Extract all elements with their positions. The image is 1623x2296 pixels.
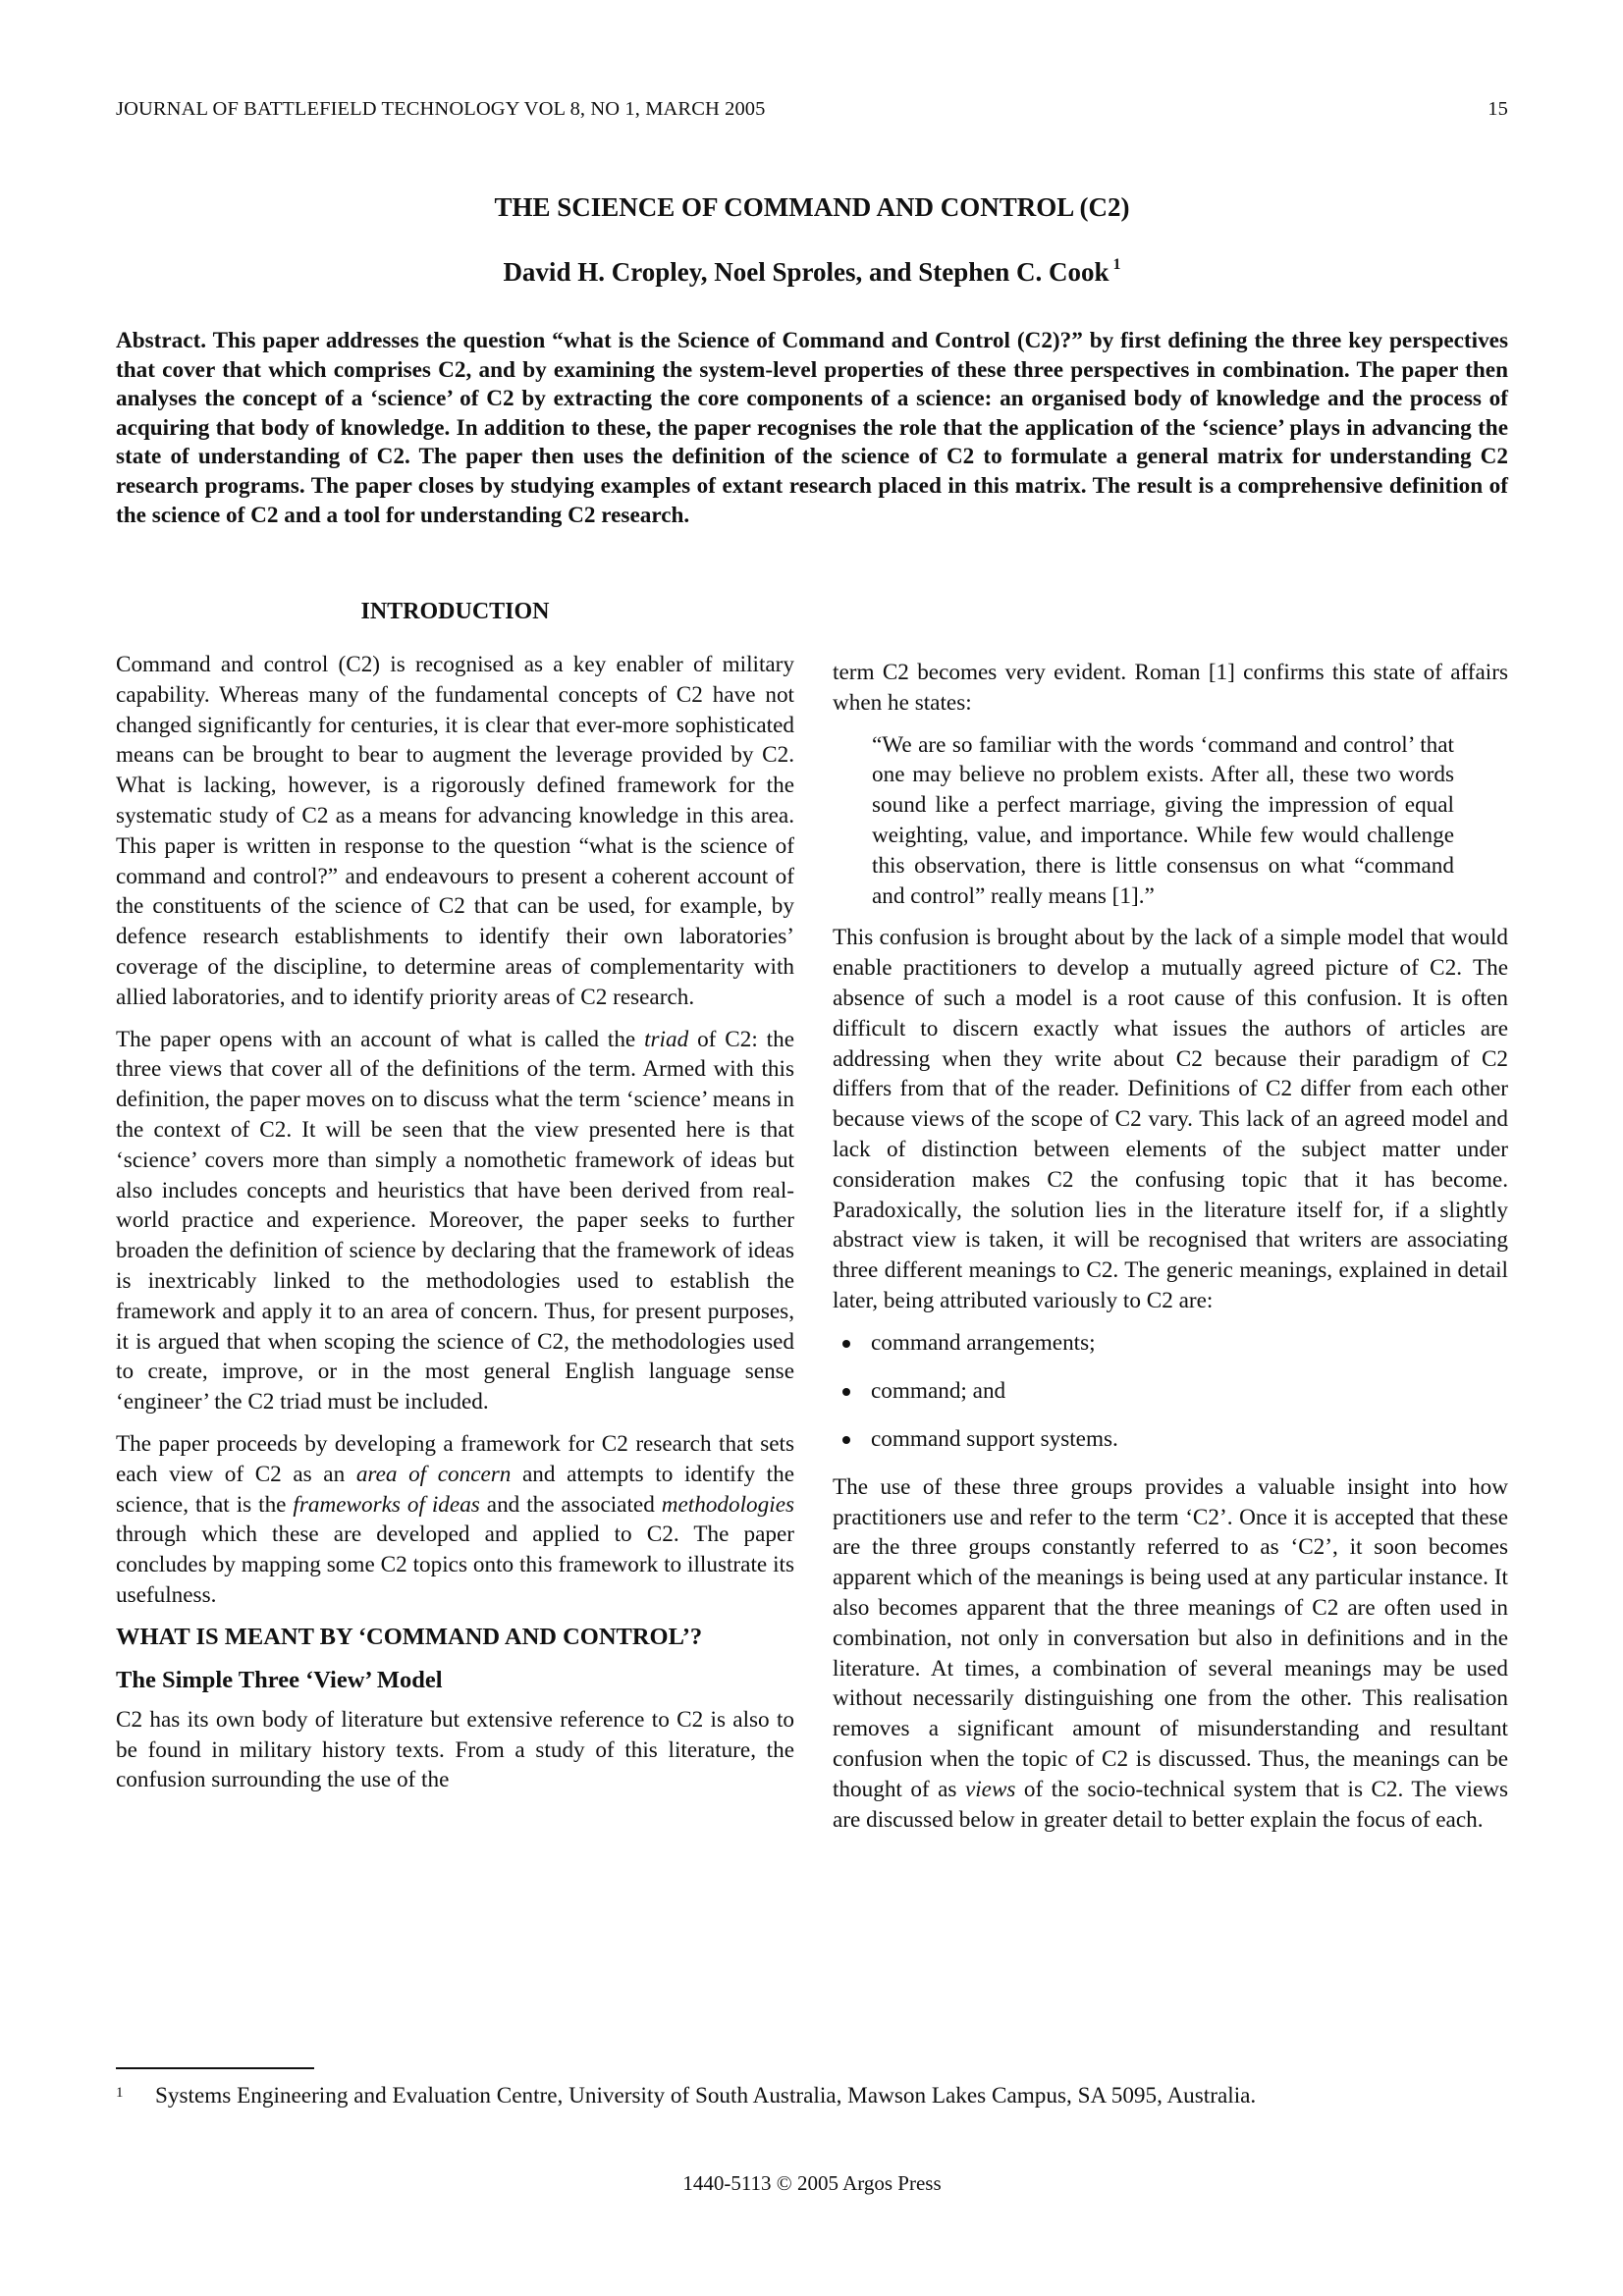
emphasis-area-of-concern: area of concern — [355, 1461, 512, 1487]
right-paragraph-3 — [833, 1472, 1508, 1836]
journal-name: JOURNAL OF BATTLEFIELD TECHNOLOGY VOL 8, NO 1, MARCH 2005 — [116, 98, 766, 120]
section-heading-c2-meaning: WHAT IS MEANT BY ‘COMMAND AND CONTROL’? — [116, 1623, 703, 1650]
block-quote: “We are so familiar with the words ‘command and control’ that one may believe no problem exists. After all, these two words sound like a perfect marriage, giving the impression of equal weighting, value, and importance. While few would challenge this observation, there is little consensus on what “command and control” really means [1].” — [872, 731, 1454, 909]
footnote-divider — [116, 2067, 314, 2069]
footnote-text: Systems Engineering and Evaluation Centre, University of South Australia, Mawson Lakes Campus, SA 5095, Australia. — [155, 2083, 1257, 2109]
emphasis-views: views — [964, 1776, 1016, 1802]
right-paragraph-1: term C2 becomes very evident. Roman [1] confirms this state of affairs when he states: — [833, 660, 1508, 716]
text-run: of C2: the three views that cover all of the definitions of the term. Armed with this definition, the paper moves on to discuss what the term ‘science’ means in the context of C2. It will be seen that the view presented here is that ‘science’ covers more than simply a nomothetic framework of ideas but also includes concepts and heuristics that have been derived from real-world practice and experience. Moreover, the paper seeks to further broaden the definition of science by declaring that the framework of ideas is inextricably linked to the methodologies used to establish the framework and apply it to an area of concern. Thus, for present purposes, it is argued that when scoping the science of C2, the methodologies used to create, improve, or in the most general English language sense ‘engineer’ the C2 triad must be included. — [116, 1026, 794, 1415]
right-paragraph-2: This confusion is brought about by the lack of a simple model that would enable practitioners to develop a mutually agreed picture of C2. The absence of such a model is a root cause of this confusion. It is often difficult to discern exactly what issues the authors of articles are addressing when they write about C2 because their paradigm of C2 differs from that of the reader. Definitions of C2 differ from each other because views of the scope of C2 vary. This lack of an agreed model and lack of distinction between elements of the subject matter under consideration makes C2 the confusing topic that it has become. Paradoxically, the solution lies in the literature itself for, if a slightly abstract view is taken, it will be recognised that writers are associating three different meanings to C2. The generic meanings, explained in detail later, being attributed variously to C2 are: — [833, 925, 1508, 1313]
intro-paragraph-1: Command and control (C2) is recognised as a key enabler of military capability. Whereas many of the fundamental concepts of C2 have not changed significantly for centuries, it is clear that ever-more sophisticated means can be brought to bear to augment the leverage provided by C2. What is lacking, however, is a rigorously defined framework for the systematic study of C2 as a means for advancing knowledge in this area. This paper is written in response to the question “what is the science of command and control?” and endeavours to present a coherent account of the constituents of the science of C2 that can be used, for example, by defence research establishments to identify their own laboratories’ coverage of the discipline, to determine areas of complementarity with allied laboratories, and to identify priority areas of C2 research. — [116, 652, 794, 1010]
intro-paragraph-3 — [116, 1429, 794, 1611]
left-column — [116, 597, 794, 1807]
abstract: Abstract. This paper addresses the question “what is the Science of Command and Control (C2)?” by first defining the three key perspectives that cover that which comprises C2, and by examining the system-level properties of these three perspectives in combination. The paper then analyses the concept of a ‘science’ of C2 by extracting the core components of a science: an organised body of knowledge and the process of acquiring that body of knowledge. In addition to these, the paper recognises the role that the application of the ‘science’ plays in advancing the state of understanding of C2. The paper then uses the definition of the science of C2 to formulate a general matrix for understanding C2 research programs. The paper closes by studying examples of extant research placed in this matrix. The result is a comprehensive definition of the science of C2 and a tool for understanding C2 research. — [116, 328, 1508, 528]
page-number: 15 — [1488, 98, 1508, 120]
footnote-number: 1 — [116, 2085, 124, 2101]
model-paragraph-1: C2 has its own body of literature but extensive reference to C2 is also to be found in military history texts. From a study of this literature, the confusion surrounding the use of the — [116, 1706, 794, 1793]
author-names: David H. Cropley, Noel Sproles, and Stephen C. Cook — [503, 257, 1109, 287]
subsection-heading-three-view-model: The Simple Three ‘View’ Model — [116, 1666, 443, 1693]
text-run: The paper opens with an account of what is called the — [116, 1026, 645, 1052]
c2-meanings-list — [833, 1328, 1508, 1454]
running-head — [116, 98, 1508, 121]
text-run: and the associated — [479, 1491, 662, 1518]
right-column — [833, 658, 1508, 1846]
intro-paragraph-2 — [116, 1025, 794, 1417]
paper-title: THE SCIENCE OF COMMAND AND CONTROL (C2) — [494, 192, 1130, 222]
list-item: command support systems. — [833, 1424, 1508, 1454]
emphasis-methodologies: methodologies — [661, 1491, 795, 1518]
introduction-heading: INTRODUCTION — [360, 599, 550, 624]
list-item: command; and — [833, 1376, 1508, 1406]
issn-copyright-line: 1440-5113 © 2005 Argos Press — [682, 2171, 942, 2195]
text-run: of the socio-technical system that is C2. The views are discussed below in greater detail to better explain the focus of each. — [833, 1776, 1508, 1833]
emphasis-triad: triad — [644, 1026, 689, 1052]
author-list — [116, 256, 1508, 288]
text-run: and attempts to identify the science, that is the — [116, 1461, 795, 1518]
footnote — [116, 2081, 1508, 2110]
text-run: The use of these three groups provides a valuable insight into how practitioners use and refer to the term ‘C2’. Once it is accepted that these are the three groups constantly referred to as ‘C2’, it soon becomes apparent which of the meanings is being used at any particular instance. It also becomes apparent that the three meanings of C2 are often used in combination, not only in conversation but also in definitions and in the literature. At times, a combination of several meanings may be used without necessarily distinguishing one from the other. This realisation removes a significant amount of misunderstanding and resultant confusion when the topic of C2 is discussed. Thus, the meanings can be thought of as — [833, 1473, 1508, 1802]
text-run: The paper proceeds by developing a framework for C2 research that sets each view of C2 as an — [116, 1430, 794, 1487]
emphasis-frameworks-of-ideas: frameworks of ideas — [293, 1491, 480, 1518]
text-run: through which these are developed and applied to C2. The paper concludes by mapping some C2 topics onto this framework to illustrate its usefulness. — [116, 1522, 794, 1608]
footnote-marker: 1 — [1112, 256, 1121, 273]
list-item: command arrangements; — [833, 1328, 1508, 1358]
